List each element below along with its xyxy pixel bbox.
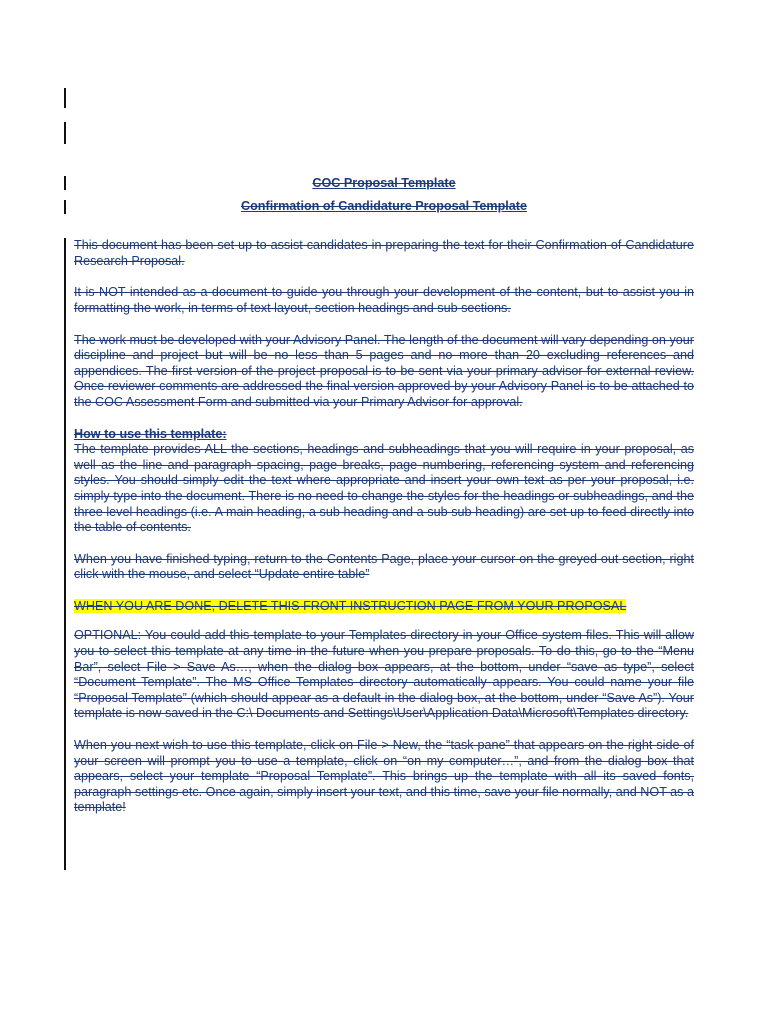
document-subtitle: Confirmation of Candidature Proposal Template: [241, 198, 527, 213]
change-bar: [64, 176, 66, 190]
warning-highlight: WHEN YOU ARE DONE, DELETE THIS FRONT INSTRUCTION PAGE FROM YOUR PROPOSAL: [74, 598, 627, 613]
change-bar: [64, 122, 66, 144]
update-table-paragraph: When you have finished typing, return to the Contents Page, place your cursor on the greyed out section, right click with the mouse, and select “Update entire table”: [74, 551, 694, 582]
optional-paragraph: OPTIONAL: You could add this template to your Templates directory in your Office system files. This will allow you to select this template at any time in the future when you prepare proposals. To do this, go to the “Menu Bar”, select File > Save As…, when the dialog box appears, at the bottom, under “save as type”, select “Document Template”. The MS Office Templates directory automatically appears. You could name your file “Proposal Template” (which should appear as a default in the dialog box, at the bottom, under “Save As”). Your template is now saved in the C:\ Documents and Settings\User\Application Data\Microsoft\Templates directory.: [74, 628, 694, 721]
how-to-paragraph: The template provides ALL the sections, headings and subheadings that you will require in your proposal, as well as the line and paragraph spacing, page breaks, page numbering, referencing system and referencing styles. You should simply edit the text where appropriate and insert your own text as per your proposal, i.e. simply type into the document. There is no need to change the styles for the headings or subheadings, and the three level headings (i.e. A main heading, a sub heading and a sub sub heading) are set up to feed directly into the table of contents.: [74, 442, 694, 535]
advisory-panel-paragraph: The work must be developed with your Advisory Panel. The length of the document will vary depending on your discipline and project but will be no less than 5 pages and no more than 20 excluding references and appendices. The first version of the project proposal is to be sent via your primary advisor for external review. Once reviewer comments are addressed the final version approved by your Advisory Panel is to be attached to the COC Assessment Form and submitted via your Primary Advisor for approval.: [74, 332, 694, 409]
how-to-section: [74, 427, 694, 536]
document-title: COC Proposal Template: [312, 176, 456, 190]
document-body: [74, 176, 694, 832]
intro-paragraph: This document has been set up to assist candidates in preparing the text for their Confirmation of Candidature Research Proposal.: [74, 238, 694, 268]
change-bar: [64, 88, 66, 108]
purpose-paragraph: It is NOT intended as a document to guide you through your development of the content, but to assist you in formatting the work, in terms of text layout, section headings and sub sections.: [74, 285, 694, 315]
next-use-paragraph: When you next wish to use this template, click on File > New, the “task pane” that appears on the right side of your screen will prompt you to use a template, click on “on my computer…”, and from the dialog box that appears, select your template “Proposal Template”. This brings up the template with all its saved fonts, paragraph settings etc. Once again, simply insert your text, and this time, save your file normally, and NOT as a template!: [74, 738, 694, 815]
delete-warning: [74, 599, 694, 615]
change-bar: [64, 238, 66, 870]
change-bar: [64, 200, 66, 214]
how-to-heading: How to use this template:: [74, 426, 227, 441]
